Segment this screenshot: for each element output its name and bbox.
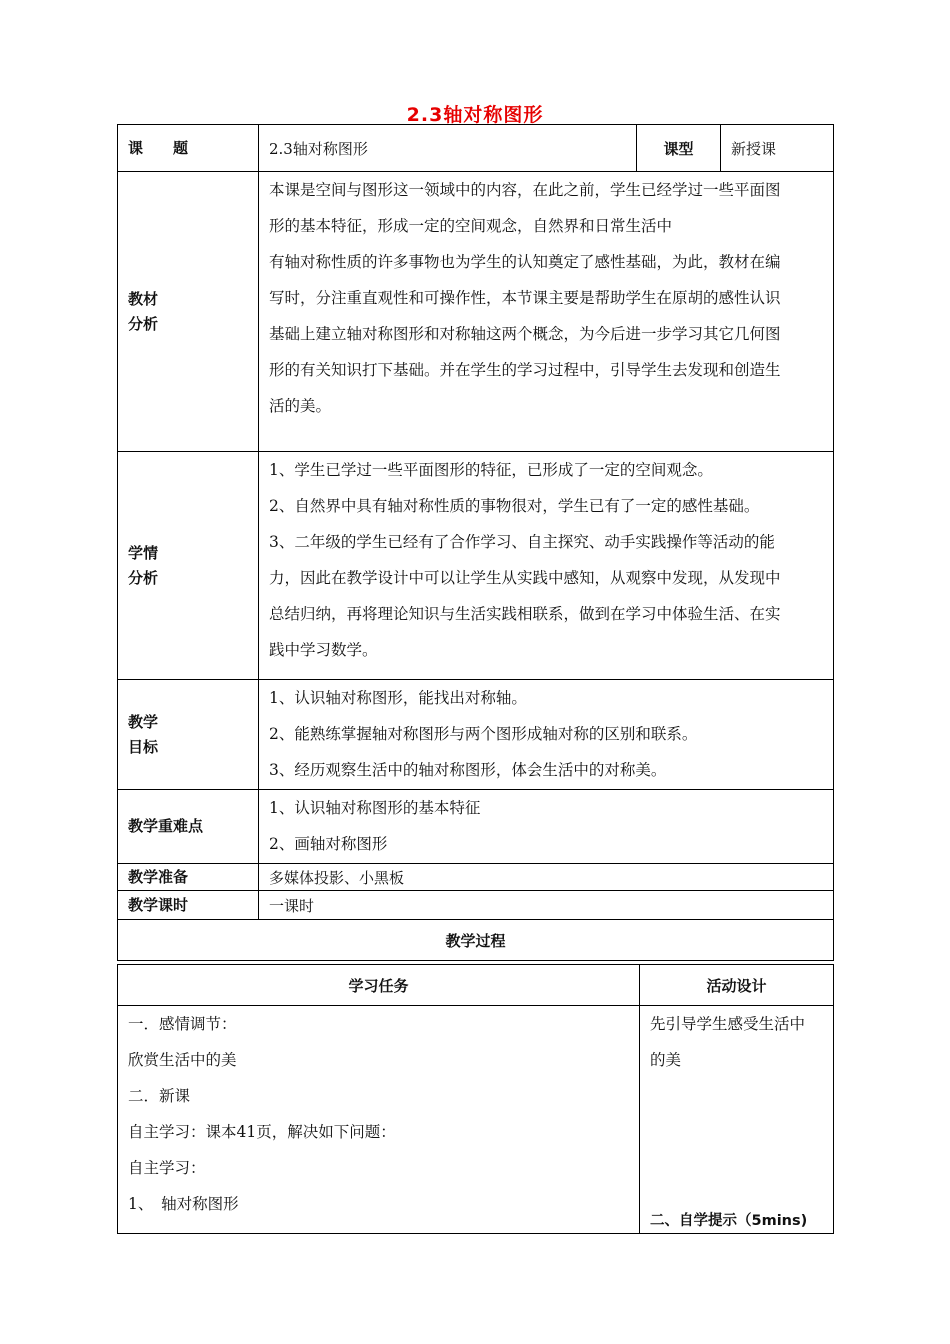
- preparation-label: 教学准备: [118, 864, 259, 891]
- student-analysis-label: 学情 分析: [118, 452, 259, 680]
- periods-value: 一课时: [259, 891, 834, 920]
- student-analysis-text: 1、学生已学过一些平面图形的特征，已形成了一定的空间观念。 2、自然界中具有轴对称性质的事物很对，学生已有了一定的感性基础。 3、二年级的学生已经有了合作学习、自主探究、动手实践操作等活动的能 力，因此在教学设计中可以让学生从实践中感知，从观察中发现，从发现中 总结归纳，再将理论知识与生活实践相联系，做到在学习中体验生活、在实 践中学习数学。: [259, 452, 834, 680]
- process-columns-row: [118, 965, 834, 1006]
- key-points-label: 教学重难点: [118, 790, 259, 864]
- column-activity: 活动设计: [640, 965, 834, 1006]
- process-content-row: [118, 1006, 834, 1234]
- periods-label: 教学课时: [118, 891, 259, 920]
- process-heading: 教学过程: [118, 920, 834, 961]
- lesson-plan-table: [117, 124, 834, 961]
- objectives-row: [118, 680, 834, 790]
- material-analysis-row: [118, 172, 834, 452]
- document-title: 2.3轴对称图形: [406, 104, 544, 126]
- activity-content: 先引导学生感受生活中 的美 二、自学提示（5mins): [640, 1006, 834, 1234]
- objectives-label: 教学 目标: [118, 680, 259, 790]
- preparation-value: 多媒体投影、小黑板: [259, 864, 834, 891]
- key-points-row: [118, 790, 834, 864]
- process-table: [117, 964, 834, 1234]
- task-content: 一．感情调节： 欣赏生活中的美 二．新课 自主学习：课本41页，解决如下问题： 自主学习： 1、 轴对称图形: [118, 1006, 640, 1234]
- topic-value: 2.3轴对称图形: [259, 125, 637, 172]
- type-value: 新授课: [721, 125, 834, 172]
- activity-bottom-note: 二、自学提示（5mins): [650, 1213, 808, 1229]
- objectives-text: 1、认识轴对称图形，能找出对称轴。 2、能熟练掌握轴对称图形与两个图形成轴对称的区别和联系。 3、经历观察生活中的轴对称图形，体会生活中的对称美。: [259, 680, 834, 790]
- preparation-row: [118, 864, 834, 891]
- topic-label: 课 题: [118, 125, 259, 172]
- material-analysis-text: 本课是空间与图形这一领域中的内容，在此之前，学生已经学过一些平面图 形的基本特征，形成一定的空间观念，自然界和日常生活中 有轴对称性质的许多事物也为学生的认知奠定了感性基础，为此，教材在编 写时，分注重直观性和可操作性，本节课主要是帮助学生在原胡的感性认识 基础上建立轴对称图形和对称轴这两个概念，为今后进一步学习其它几何图 形的有关知识打下基础。并在学生的学习过程中，引导学生去发现和创造生 活的美。: [259, 172, 834, 452]
- periods-row: [118, 891, 834, 920]
- type-label: 课型: [637, 125, 721, 172]
- process-heading-row: [118, 920, 834, 961]
- student-analysis-row: [118, 452, 834, 680]
- header-row: [118, 125, 834, 172]
- column-task: 学习任务: [118, 965, 640, 1006]
- key-points-text: 1、认识轴对称图形的基本特征 2、画轴对称图形: [259, 790, 834, 864]
- material-analysis-label: 教材 分析: [118, 172, 259, 452]
